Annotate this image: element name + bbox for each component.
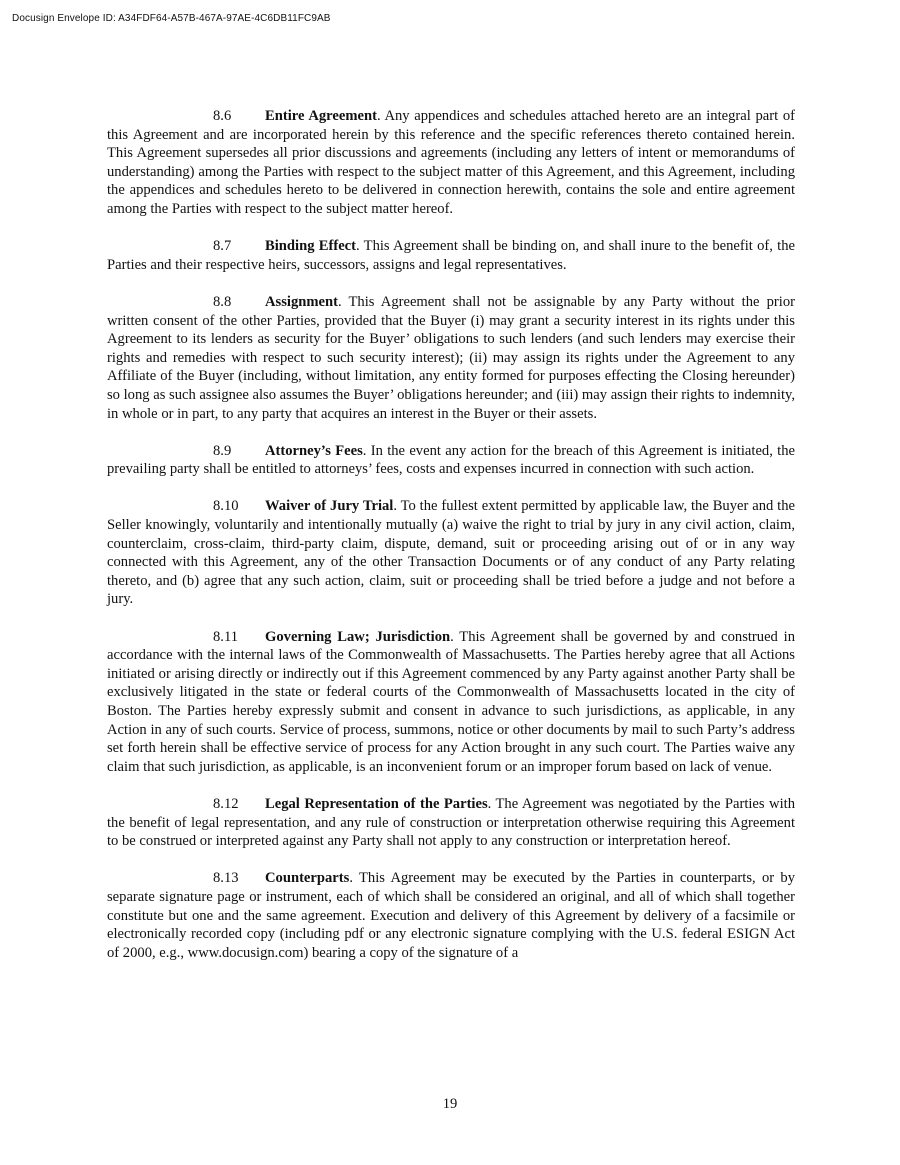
section-title-punctuation: . [337,293,342,310]
section-body: This Agreement may be executed by the Parties in counterparts, or by separate signature page or instrument, each of which shall be considered an original, and all of which shall together constitute but one and the same agreement. Execution and delivery of this Agreement by delivery of a facsimile or electronically recorded copy (including pdf or any electronic signature complying with the U.S. federal ESIGN Act of 2000, e.g., www.docusign.com) bearing a copy of the signature of a [107,870,795,961]
section-body: This Agreement shall be governed by and construed in accordance with the internal laws of the Commonwealth of Massachusetts. The Parties hereby agree that all Actions initiated or arising directly or indirectly out if this Agreement commenced by any Party against another Party shall be exclusively litigated in the state or federal courts of the Commonwealth of Massachusetts located in the city of Boston. The Parties hereby expressly submit and consent in advance to such jurisdictions, as applicable, in any Action in any of such courts. Service of process, summons, notice or other documents by mail to such Party’s address set forth herein shall be effective service of process for any Action brought in any such court. The Parties waive any claim that such jurisdiction, as applicable, is an inconvenient forum or an improper forum based on lack of venue. [107,628,796,775]
section-8-7 [107,237,795,274]
section-title-punctuation: . [376,108,381,124]
page-number: 19 [442,1096,458,1112]
section-body: The Agreement was negotiated by the Parties with the benefit of legal representation, and any rule of construction or interpretation otherwise requiring this Agreement to be construed or interpreted against any Party shall not apply to any construction or interpretation hereof. [107,795,795,850]
section-number: 8.8 [213,293,232,310]
section-8-10 [107,497,795,609]
section-number: 8.11 [213,628,238,645]
section-title: Counterparts [265,870,350,887]
section-body: This Agreement shall not be assignable by any Party without the prior written consent of the other Parties, provided that the Buyer (i) may grant a security interest in its rights under this Agreement to its lenders as security for the Buyer’ obligations to such lenders (and such lenders may exercise their rights and remedies with respect to such security interest); (ii) may assign its rights under the Agreement to any Affiliate of the Buyer (including, without limitation, any entity formed for purposes effecting the Closing hereunder) so long as such assignee also assumes the Buyer’ obligations hereunder; and (iii) may assign their rights to indemnity, in whole or in part, to any party that acquires an interest in the Buyer or their assets. [107,293,795,422]
section-title: Binding Effect [265,238,357,255]
document-body [107,107,795,981]
section-8-11 [107,628,795,777]
section-8-13 [107,869,795,962]
section-title: Entire Agreement [265,108,377,124]
section-body: In the event any action for the breach of this Agreement is initiated, the prevailing party shall be entitled to attorneys’ fees, costs and expenses incurred in connection with such action. [107,442,795,478]
section-body: This Agreement shall be binding on, and shall inure to the benefit of, the Parties and their respective heirs, successors, assigns and legal representatives. [107,238,795,273]
section-title: Waiver of Jury Trial [265,498,394,515]
section-body: Any appendices and schedules attached hereto are an integral part of this Agreement and are incorporated herein by this reference and the specific references thereto contained herein. This Agreement supersedes all prior discussions and agreements (including any letters of intent or memorandums of understanding) among the Parties with respect to the subject matter of this Agreement, and this Agreement, including the appendices and schedules hereto to be delivered in connection herewith, contains the sole and entire agreement among the Parties with respect to the subject matter hereof. [107,108,795,217]
section-title-punctuation: . [487,795,492,812]
section-title-punctuation: . [393,498,398,515]
section-body: To the fullest extent permitted by applicable law, the Buyer and the Seller knowingly, voluntarily and intentionally mutually (a) waive the right to trial by jury in any civil action, claim, counterclaim, cross-claim, third-party claim, dispute, demand, suit or proceeding arising out of or in any way connected with this Agreement, any of the other Transaction Documents or of any conduct of any Party relating thereto, and (b) agree that any such action, claim, suit or proceeding shall be tried before a judge and not before a jury. [107,498,795,608]
section-8-6 [107,107,795,219]
section-number: 8.9 [213,442,232,459]
section-8-8 [107,293,795,423]
section-title: Assignment [265,293,338,310]
section-title: Attorney’s Fees [265,442,363,459]
section-number: 8.12 [213,795,239,812]
section-title: Legal Representation of the Parties [265,795,488,812]
section-title-punctuation: . [362,442,367,459]
section-number: 8.10 [213,498,239,515]
section-number: 8.7 [213,238,232,255]
section-title-punctuation: . [349,870,353,887]
section-title: Governing Law; Jurisdiction [265,628,451,645]
section-number: 8.13 [213,870,239,887]
section-title-punctuation: . [450,628,454,645]
section-number: 8.6 [213,108,232,124]
section-8-9 [107,442,795,479]
docusign-envelope-id: Docusign Envelope ID: A34FDF64-A57B-467A-97AE-4C6DB11FC9AB [12,13,331,24]
section-title-punctuation: . [356,238,360,255]
section-8-12 [107,795,795,851]
